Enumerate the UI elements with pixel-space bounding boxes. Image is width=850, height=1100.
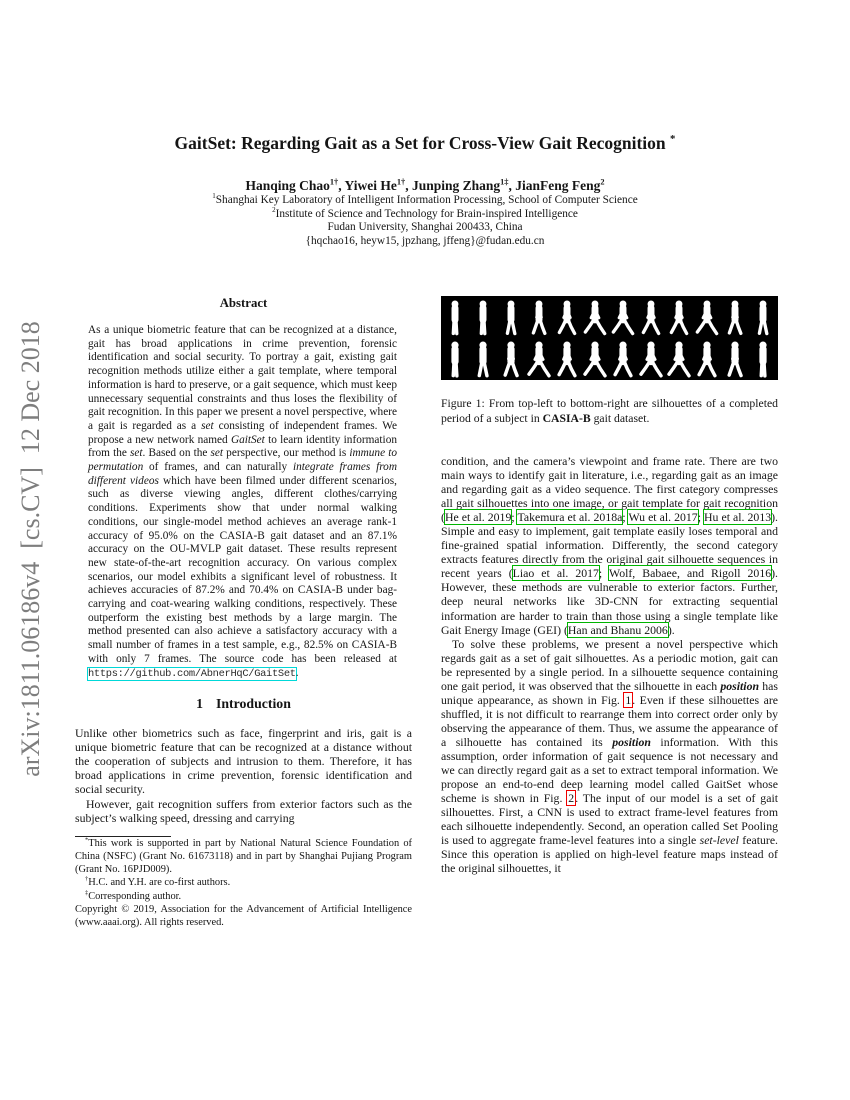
citation-link[interactable]: He et al. 2019: [444, 510, 512, 525]
citation-link[interactable]: Wu et al. 2017: [628, 510, 698, 525]
text-segment: Shanghai Key Laboratory of Intelligent Information Processing, School of Computer Science: [215, 194, 638, 206]
text-segment: position: [612, 734, 651, 749]
footnote-funding: [75, 837, 412, 877]
text-segment: has unique appearance, as shown in Fig.: [441, 678, 778, 707]
text-segment: set-level: [699, 833, 739, 848]
link-url[interactable]: https://github.com/AbnerHqC/GaitSet: [88, 667, 296, 680]
author-line: [0, 178, 850, 194]
text-segment: to learn identity information from the: [88, 433, 397, 460]
text-segment: 1†: [329, 177, 339, 187]
affiliation-line-2: [0, 205, 850, 222]
text-segment: Fudan University, Shanghai 200433, China: [327, 221, 523, 234]
text-segment: {hqchao16, heyw15, jpzhang, jffeng}@fudan.edu.cn: [305, 234, 545, 247]
text-segment: ,: [338, 178, 345, 193]
intro-paragraph-1: [75, 726, 412, 796]
abstract-text: [75, 324, 412, 681]
text-segment: *: [670, 133, 676, 146]
text-segment: Copyright © 2019, Association for the Advancement of Artificial Intelligence (www.aaai.org). All rights reserved.: [75, 903, 412, 929]
text-segment: gait dataset.: [590, 411, 650, 425]
affiliation-line-3: [0, 221, 850, 235]
footnote-copyright: [75, 903, 412, 930]
text-segment: position: [720, 678, 760, 693]
text-segment: .: [295, 666, 299, 679]
citation-link[interactable]: Wolf, Babaee, and Rigoll 2016: [609, 566, 772, 581]
text-segment: Unlike other biometrics such as face, fingerprint and iris, gait is a unique biometric feature that can be recognized at a distance without the cooperation of subjects and intrusion to them. Therefore, it has broad applications in crime prevention, forensic identification and social security.: [75, 726, 412, 797]
text-segment: 2: [600, 177, 605, 187]
paper-title: [0, 133, 850, 153]
text-segment: which have been filmed under different scenarios, such as diverse viewing angles, different clothes/carrying conditions. Experiments show that under normal walking conditions, our single-model method achieves an average rank-1 accuracy of 95.0% on the CASIA-B gait dataset and an 87.1% accuracy on the OU-MVLP gait dataset. These results represent new state-of-the-art recognition accuracy. On various complex scenarios, our model exhibits a significant level of robustness. It achieves accuracies of 87.2% and 70.4% on CASIA-B under bag-carrying and coat-wearing walking conditions, respectively. These outperform the existing best methods by a large margin. The method presented can also achieve a satisfactory accuracy with a small number of frames in a test sample, e.g., 82.5% on CASIA-B with only 7 frames. The source code has been released at: [88, 474, 397, 665]
text-segment: ). Simple and easy to implement, gait template easily loses temporal and fine-grained spatial information. Differently, the second category extracts features directly from the original gait silhouette sequences in recent years (: [441, 510, 779, 581]
citation-link[interactable]: Takemura et al. 2018a: [517, 510, 623, 525]
email-line: [0, 235, 850, 249]
text-segment: GaitSet: Regarding Gait as a Set for Cross-View Gait Recognition: [174, 133, 671, 153]
text-segment: ‡: [85, 889, 89, 897]
text-segment: immune to permutation: [88, 447, 397, 474]
body-paragraph-1: [441, 454, 778, 637]
gait-silhouettes-svg: [441, 296, 778, 380]
section-title: Introduction: [216, 696, 291, 712]
text-segment: H.C. and Y.H. are co-first authors.: [88, 877, 231, 889]
text-segment: †: [85, 875, 89, 883]
text-segment: ,: [405, 178, 412, 193]
text-segment: feature. Since this operation is applied on high-level feature maps instead of the original silhouettes, it: [441, 833, 779, 876]
text-segment: JianFeng Feng: [515, 178, 601, 193]
abstract-heading: Abstract: [219, 296, 268, 310]
intro-paragraph-2: [75, 797, 412, 825]
text-segment: ;: [622, 510, 629, 525]
text-segment: ;: [697, 510, 705, 525]
left-column: [75, 296, 412, 929]
gait-silhouettes-image: [441, 296, 778, 380]
text-segment: GaitSet: [230, 433, 265, 446]
text-segment: ).: [667, 622, 675, 637]
text-segment: . Based on the: [142, 447, 211, 460]
text-segment: set: [129, 447, 143, 460]
right-column: [441, 296, 778, 875]
figure-1: [441, 296, 778, 426]
text-segment: 1‡: [500, 177, 509, 187]
text-segment: 1†: [396, 177, 406, 187]
citation-link[interactable]: Han and Bhanu 2006: [567, 622, 668, 637]
text-segment: Junping Zhang: [411, 178, 501, 193]
text-segment: Corresponding author.: [88, 890, 182, 902]
text-segment: set: [201, 419, 214, 432]
text-segment: CASIA-B: [542, 411, 591, 425]
text-segment: . Even if these silhouettes are shuffled, it is not difficult to rearrange them into correct order only by observing the appearance of them. Thus, we assume the appearance of a silhouette has contained its: [441, 692, 778, 749]
text-segment: ;: [598, 566, 610, 581]
text-segment: integrate frames from different videos: [88, 461, 397, 487]
text-segment: of frames, and can naturally: [143, 461, 293, 474]
citation-link[interactable]: Liao et al. 2017: [512, 566, 599, 581]
figure-ref-link[interactable]: 1: [625, 692, 632, 707]
arxiv-watermark: arXiv:1811.06186v4 [cs.CV] 12 Dec 2018: [16, 321, 45, 777]
figure-1-caption: [441, 397, 778, 426]
text-segment: perspective, our method is: [223, 447, 350, 460]
text-segment: set: [210, 447, 224, 460]
text-segment: Figure 1: From top-left to bottom-right are silhouettes of a completed period of a subject in: [441, 397, 778, 425]
text-segment: Hanqing Chao: [245, 178, 330, 193]
text-segment: . The input of our model is a set of gait silhouettes. First, a CNN is used to extract frame-level features from each silhouette independently. Second, an operation called Set Pooling is used to aggregate frame-level features into a single: [441, 791, 778, 848]
text-segment: 1: [212, 192, 216, 201]
figure-ref-link[interactable]: 2: [568, 791, 575, 806]
body-paragraph-2: [441, 637, 778, 876]
footnote-cofirst: [75, 876, 412, 889]
text-segment: To solve these problems, we present a novel perspective which regards gait as a set of gait silhouettes. As a periodic motion, gait can be represented by a single period. In a silhouette sequence containing one gait period, it was observed that the silhouette in each: [441, 636, 778, 693]
text-segment: ;: [511, 510, 518, 525]
text-segment: However, gait recognition suffers from exterior factors such as the subject’s walking speed, dressing and carrying: [75, 796, 412, 825]
footnote-corresponding: [75, 890, 412, 903]
text-segment: Yiwei He: [344, 178, 397, 193]
text-segment: *: [85, 836, 89, 844]
text-segment: 2: [272, 205, 276, 214]
section-heading-introduction: [75, 696, 412, 712]
text-segment: information. With this assumption, order information of gait sequence is not necessary and we can directly regard gait as a set to extract temporal information. We propose an end-to-end deep learning model called GaitSet whose scheme is shown in Fig.: [441, 734, 778, 806]
paper-header: [0, 133, 850, 248]
text-segment: condition, and the camera’s viewpoint and frame rate. There are two main ways to identify gait in literature, i.e., regarding gait as an image and regarding gait as a video sequence. The first category compresses all gait silhouettes into one image, or gait template for gait recognition (: [441, 454, 778, 525]
text-segment: This work is supported in part by National Natural Science Foundation of China (NSFC) (Grant No. 61673118) and in part by Shanghai Pujiang Program (Grant No. 16PJD009).: [75, 837, 412, 876]
section-number: 1: [196, 696, 203, 712]
text-segment: ,: [508, 178, 516, 193]
affiliation-line-1: [0, 194, 850, 208]
text-segment: consisting of independent frames. We propose a new network named: [88, 419, 397, 446]
text-segment: ). However, these methods are vulnerable to exterior factors. Further, deep neural networks like 3D-CNN for extracting sequential information are harder to train than those using a single template like Gait Energy Image (GEI) (: [441, 566, 779, 637]
text-segment: As a unique biometric feature that can be recognized at a distance, gait has broad applications in crime prevention, forensic identification and social security. To portray a gait, existing gait recognition methods utilize either a gait template, where temporal information is hard to preserve, or a gait sequence, which must keep unnecessary sequential constraints and thus loses the flexibility of gait recognition. In this paper we present a novel perspective, where a gait is regarded as a: [88, 324, 397, 432]
citation-link[interactable]: Hu et al. 2013: [704, 510, 772, 525]
text-segment: Institute of Science and Technology for Brain-inspired Intelligence: [275, 207, 578, 220]
